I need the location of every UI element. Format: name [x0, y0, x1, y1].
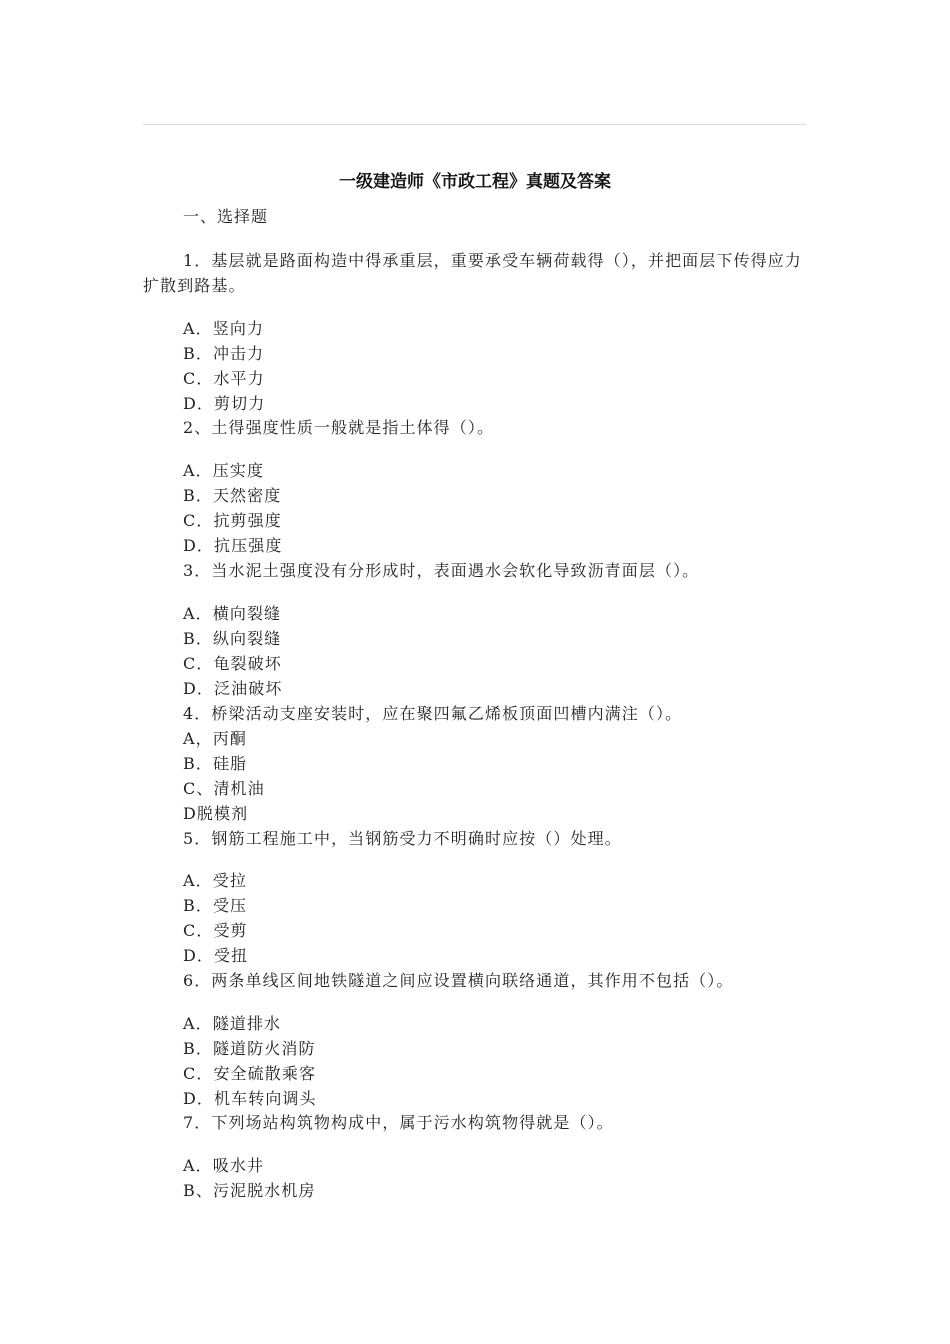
- question-3: 3．当水泥土强度没有分形成时，表面遇水会软化导致沥青面层（）。: [183, 561, 700, 580]
- option-c: C．龟裂破坏: [183, 654, 282, 673]
- option-a: A，丙酮: [183, 729, 247, 748]
- question-5: 5．钢筋工程施工中，当钢筋受力不明确时应按（）处理。: [183, 829, 622, 848]
- option-b: B．冲击力: [183, 344, 265, 363]
- question-6-options: [183, 1011, 317, 1111]
- option-a: A．压实度: [183, 461, 265, 480]
- option-d: D．剪切力: [183, 394, 266, 413]
- option-a: A．受拉: [183, 871, 247, 890]
- question-4-options: [183, 726, 265, 826]
- option-b: B．隧道防火消防: [183, 1039, 316, 1058]
- question-1-options: [183, 316, 265, 416]
- question-2-options: [183, 458, 282, 558]
- question-3-options: [183, 601, 282, 701]
- document-title: 一级建造师《市政工程》真题及答案: [339, 172, 611, 192]
- option-a: A．竖向力: [183, 319, 265, 338]
- option-c: C．安全硫散乘客: [183, 1064, 317, 1083]
- question-6: 6．两条单线区间地铁隧道之间应设置横向联络通道，其作用不包括（）。: [183, 971, 734, 990]
- option-d: D．抗压强度: [183, 536, 283, 555]
- option-b: B．纵向裂缝: [183, 629, 282, 648]
- option-c: C．抗剪强度: [183, 511, 282, 530]
- option-d: D．机车转向调头: [183, 1089, 317, 1108]
- header-divider: [143, 124, 806, 125]
- question-4: 4．桥梁活动支座安装时，应在聚四氟乙烯板顶面凹槽内满注（）。: [183, 704, 683, 723]
- option-c: C、清机油: [183, 779, 265, 798]
- option-a: A．吸水井: [183, 1156, 265, 1175]
- option-a: A．横向裂缝: [183, 604, 282, 623]
- option-d: D脱模剂: [183, 804, 249, 823]
- question-2: 2、土得强度性质一般就是指土体得（）。: [183, 418, 495, 437]
- section-heading: 一、选择题: [183, 207, 269, 226]
- option-d: D．受扭: [183, 946, 249, 965]
- option-d: D．泛油破坏: [183, 679, 283, 698]
- option-a: A．隧道排水: [183, 1014, 282, 1033]
- option-b: B．硅脂: [183, 754, 248, 773]
- question-7-options: [183, 1153, 316, 1203]
- option-c: C．受剪: [183, 921, 248, 940]
- option-b: B、污泥脱水机房: [183, 1181, 316, 1200]
- question-7: 7．下列场站构筑物构成中，属于污水构筑物得就是（）。: [183, 1113, 614, 1132]
- question-5-options: [183, 868, 248, 968]
- option-b: B．天然密度: [183, 486, 282, 505]
- question-1: 1．基层就是路面构造中得承重层，重要承受车辆荷载得（），并把面层下传得应力扩散到路基。: [143, 251, 802, 295]
- option-c: C．水平力: [183, 369, 265, 388]
- option-b: B．受压: [183, 896, 248, 915]
